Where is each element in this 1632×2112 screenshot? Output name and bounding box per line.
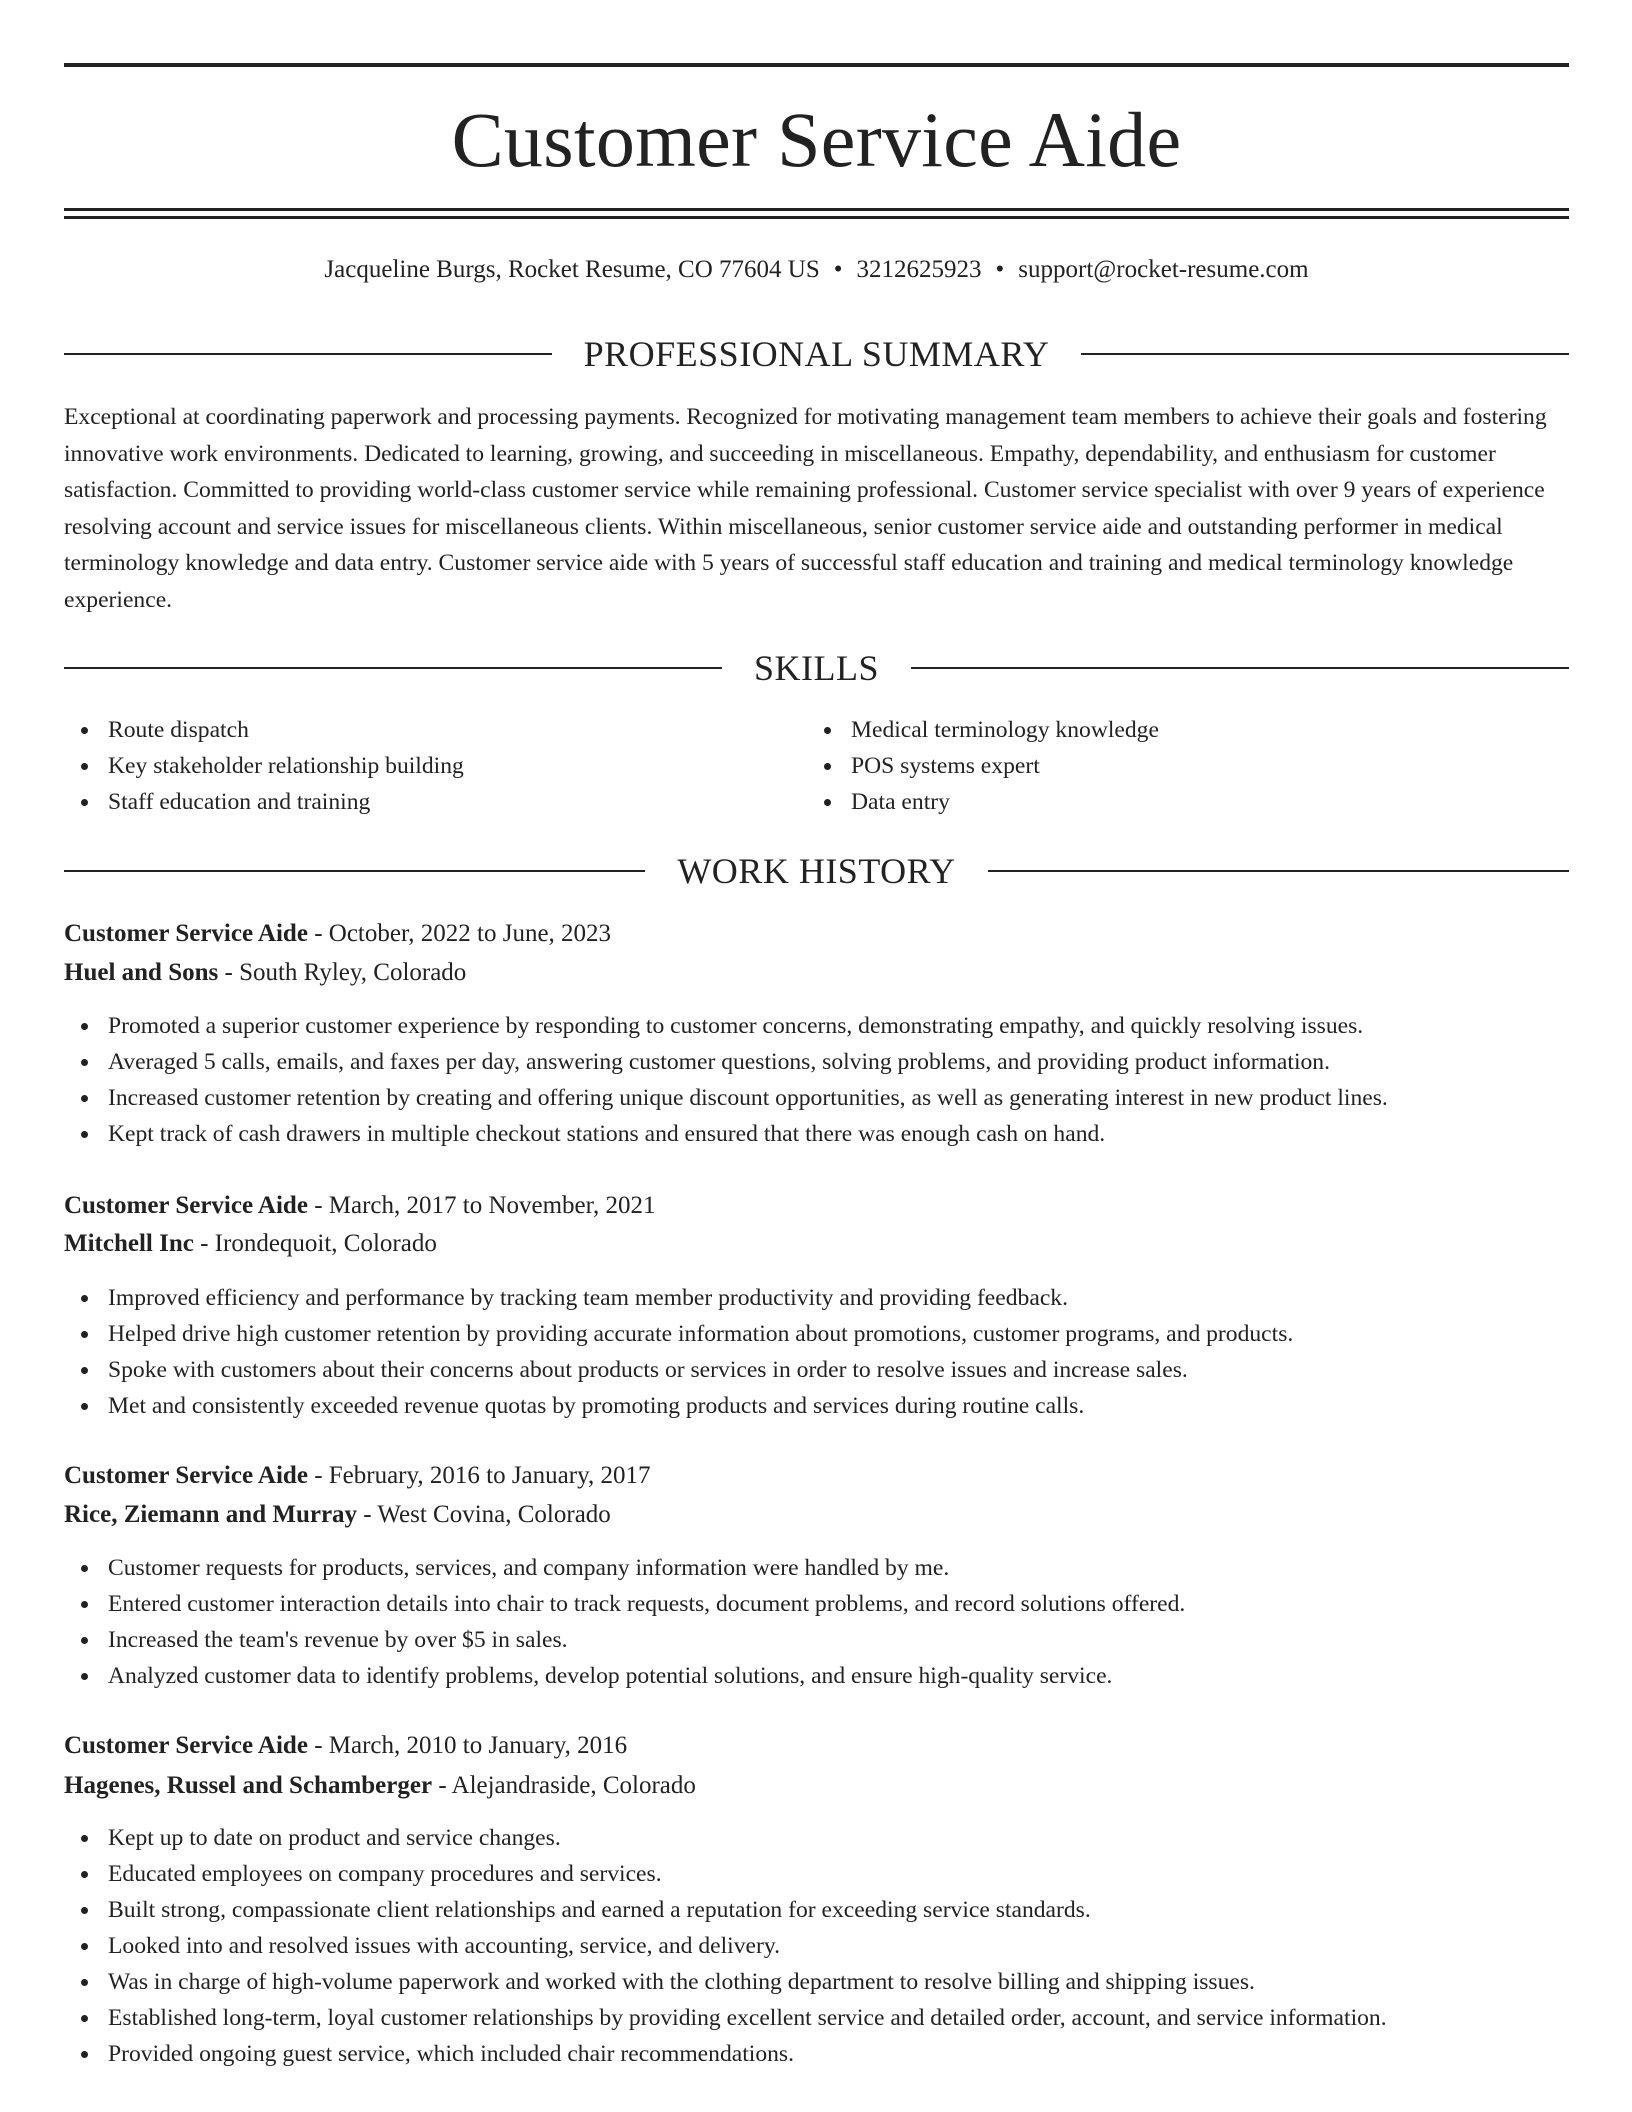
contact-address: Jacqueline Burgs, Rocket Resume, CO 77604 US (324, 256, 820, 283)
job-bullet-list (64, 1008, 1569, 1152)
job-bullet: Analyzed customer data to identify problems, develop potential solutions, and ensure high-quality service. (64, 1658, 1569, 1694)
job-company-line (64, 1227, 1569, 1261)
job-bullet: Was in charge of high-volume paperwork and worked with the clothing department to resolve billing and shipping issues. (64, 1964, 1569, 2000)
job-bullet-list (64, 1550, 1569, 1694)
header-double-rule-upper (64, 208, 1569, 211)
skill-item: Medical terminology knowledge (807, 712, 1547, 748)
contact-separator: • (995, 256, 1005, 283)
contact-email[interactable]: support@rocket-resume.com (1018, 256, 1309, 283)
skill-item: POS systems expert (807, 748, 1547, 784)
job-title: Customer Service Aide (64, 1732, 308, 1759)
heading-rule-right (988, 870, 1569, 872)
skill-item: Route dispatch (64, 712, 804, 748)
header-top-rule (64, 63, 1569, 67)
job-bullet: Customer requests for products, services, and company information were handled by me. (64, 1550, 1569, 1586)
job-dates: - February, 2016 to January, 2017 (307, 1462, 651, 1489)
job-bullet: Kept up to date on product and service changes. (64, 1820, 1569, 1856)
section-title-skills: SKILLS (754, 648, 880, 688)
job-bullet: Helped drive high customer retention by providing accurate information about promotions, customer programs, and products. (64, 1316, 1569, 1352)
skills-list-left (64, 712, 804, 820)
contact-phone: 3212625923 (856, 256, 982, 283)
job-bullet: Built strong, compassionate client relationships and earned a reputation for exceeding service standards. (64, 1892, 1569, 1928)
job-location: - South Ryley, Colorado (218, 959, 467, 986)
job-bullet: Established long-term, loyal customer relationships by providing excellent service and detailed order, account, and service information. (64, 2000, 1569, 2036)
skill-item: Staff education and training (64, 784, 804, 820)
job-title: Customer Service Aide (64, 1462, 308, 1489)
job-bullet: Promoted a superior customer experience by responding to customer concerns, demonstrating empathy, and quickly resolving issues. (64, 1008, 1569, 1044)
job-title-line (64, 917, 1569, 951)
job-dates: - March, 2010 to January, 2016 (307, 1732, 628, 1759)
section-heading-work-history (64, 849, 1569, 893)
job-bullet: Kept track of cash drawers in multiple checkout stations and ensured that there was enough cash on hand. (64, 1116, 1569, 1152)
job-bullet: Averaged 5 calls, emails, and faxes per day, answering customer questions, solving problems, and providing product information. (64, 1044, 1569, 1080)
job-title: Customer Service Aide (64, 920, 308, 947)
skill-item: Key stakeholder relationship building (64, 748, 804, 784)
job-company-line (64, 1498, 1569, 1532)
job-title-line (64, 1729, 1569, 1763)
skill-item: Data entry (807, 784, 1547, 820)
job-bullet: Improved efficiency and performance by tracking team member productivity and providing feedback. (64, 1280, 1569, 1316)
job-bullet: Provided ongoing guest service, which included chair recommendations. (64, 2036, 1569, 2072)
heading-rule-left (64, 353, 552, 355)
job-company: Mitchell Inc (64, 1230, 194, 1257)
job-location: - Alejandraside, Colorado (432, 1772, 696, 1799)
job-dates: - October, 2022 to June, 2023 (307, 920, 612, 947)
job-bullet: Met and consistently exceeded revenue quotas by promoting products and services during routine calls. (64, 1388, 1569, 1424)
job-bullet-list (64, 1820, 1569, 2072)
heading-rule-left (64, 870, 645, 872)
summary-paragraph: Exceptional at coordinating paperwork and processing payments. Recognized for motivating management team members to achieve their goals and fostering innovative work environments. Dedicated to learning, growing, and succeeding in miscellaneous. Empathy, dependability, and enthusiasm for customer satisfaction. Committed to providing world-class customer service while remaining professional. Customer service specialist with over 9 years of experience resolving account and service issues for miscellaneous clients. Within miscellaneous, senior customer service aide and outstanding performer in medical terminology knowledge and data entry. Customer service aide with 5 years of successful staff education and training and medical terminology knowledge experience. (64, 404, 1547, 613)
job-bullet: Spoke with customers about their concerns about products or services in order to resolve issues and increase sales. (64, 1352, 1569, 1388)
skills-list-right (807, 712, 1547, 820)
section-heading-summary (64, 332, 1569, 376)
job-bullet: Educated employees on company procedures and services. (64, 1856, 1569, 1892)
contact-line (64, 253, 1569, 287)
section-title-summary: PROFESSIONAL SUMMARY (583, 334, 1050, 374)
section-heading-skills (64, 646, 1569, 690)
contact-separator: • (833, 256, 843, 283)
job-bullet: Increased the team's revenue by over $5 in sales. (64, 1622, 1569, 1658)
section-title-work-history: WORK HISTORY (677, 851, 956, 891)
job-title-line (64, 1459, 1569, 1493)
job-company: Hagenes, Russel and Schamberger (64, 1772, 433, 1799)
heading-rule-right (911, 667, 1569, 669)
header-double-rule-lower (64, 216, 1569, 219)
job-company-line (64, 1769, 1569, 1803)
job-bullet: Looked into and resolved issues with accounting, service, and delivery. (64, 1928, 1569, 1964)
job-bullet-list (64, 1280, 1569, 1424)
job-location: - Irondequoit, Colorado (193, 1230, 437, 1257)
job-bullet: Entered customer interaction details into chair to track requests, document problems, and record solutions offered. (64, 1586, 1569, 1622)
resume-title: Customer Service Aide (451, 96, 1182, 183)
job-dates: - March, 2017 to November, 2021 (307, 1192, 656, 1219)
job-location: - West Covina, Colorado (357, 1501, 611, 1528)
heading-rule-left (64, 667, 722, 669)
job-title: Customer Service Aide (64, 1192, 308, 1219)
job-company-line (64, 956, 1569, 990)
job-bullet: Increased customer retention by creating and offering unique discount opportunities, as well as generating interest in new product lines. (64, 1080, 1569, 1116)
job-title-line (64, 1189, 1569, 1223)
job-company: Huel and Sons (64, 959, 219, 986)
heading-rule-right (1081, 353, 1569, 355)
job-company: Rice, Ziemann and Murray (64, 1501, 358, 1528)
